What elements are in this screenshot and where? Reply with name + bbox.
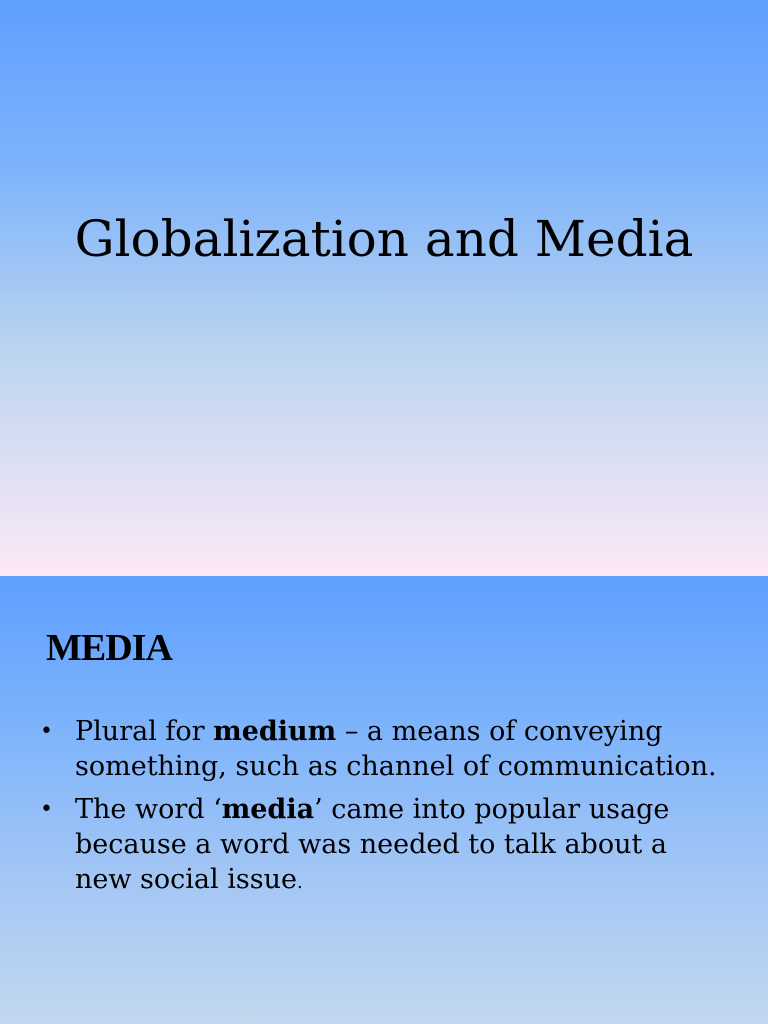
bullet-list (40, 714, 720, 908)
bullet-text-tail: . (296, 872, 303, 893)
slide-heading: MEDIA (46, 627, 172, 669)
list-item (40, 792, 720, 900)
bullet-text-pre: Plural for (75, 716, 214, 747)
page-title: Globalization and Media (74, 210, 694, 268)
bullet-icon: • (40, 719, 53, 744)
bullet-text-bold: medium (213, 716, 337, 747)
bullet-text-post: – a means of conveying something, such as channel of communication. (75, 716, 717, 782)
list-item (40, 714, 720, 784)
bullet-text-post: ’ came into popular usage because a word was needed to talk about a new social issue (75, 794, 670, 895)
bullet-text-bold: media (221, 794, 315, 825)
bullet-icon: • (40, 797, 53, 822)
bullet-text-pre: The word ‘ (75, 794, 222, 825)
slide-media (0, 576, 768, 1024)
